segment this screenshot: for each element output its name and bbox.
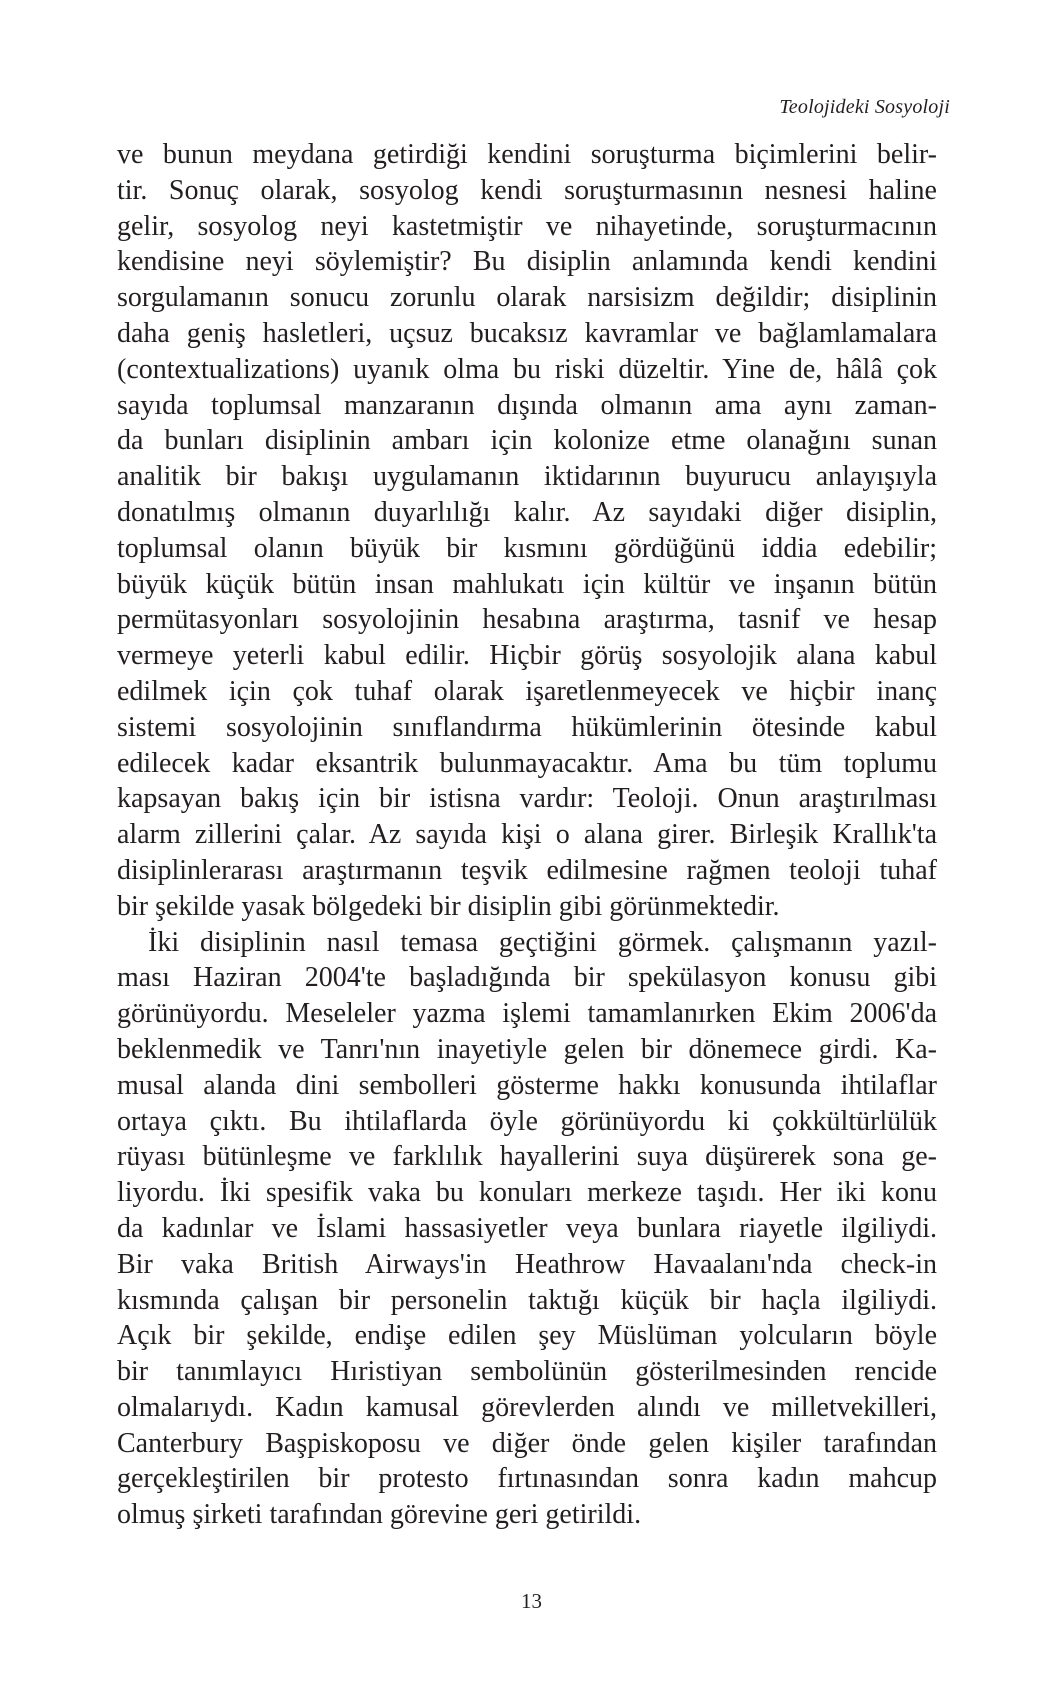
text-line: edilecek kadar eksantrik bulunmayacaktır. Ama bu tüm toplumu <box>117 747 937 779</box>
paragraph <box>117 925 937 1534</box>
text-line: kısmında çalışan bir personelin taktığı küçük bir haçla ilgiliydi. <box>117 1284 937 1316</box>
text-line: gelir, sosyolog neyi kastetmiştir ve nihayetinde, soruşturmacının <box>117 210 937 242</box>
text-line: toplumsal olanın büyük bir kısmını gördüğünü iddia edebilir; <box>117 532 937 564</box>
text-line: musal alanda dini sembolleri gösterme hakkı konusunda ihtilaflar <box>117 1069 937 1101</box>
text-line: İki disiplinin nasıl temasa geçtiğini görmek. çalışmanın yazıl- <box>148 926 937 958</box>
text-line: bir şekilde yasak bölgedeki bir disiplin gibi görünmektedir. <box>117 890 780 922</box>
text-line: da bunları disiplinin ambarı için kolonize etme olanağını sunan <box>117 425 937 457</box>
text-line: gerçekleştirilen bir protesto fırtınasından sonra kadın mahcup <box>117 1463 937 1495</box>
text-line: permütasyonları sosyolojinin hesabına araştırma, tasnif ve hesap <box>117 604 937 636</box>
paragraph <box>117 137 937 925</box>
text-line: liyordu. İki spesifik vaka bu konuları merkeze taşıdı. Her iki konu <box>117 1177 937 1209</box>
text-line: Canterbury Başpiskoposu ve diğer önde gelen kişiler tarafından <box>117 1427 937 1459</box>
text-line: sistemi sosyolojinin sınıflandırma hükümlerinin ötesinde kabul <box>117 711 937 743</box>
text-line: Açık bir şekilde, endişe edilen şey Müslüman yolcuların böyle <box>117 1320 937 1352</box>
text-line: beklenmedik ve Tanrı'nın inayetiyle gelen bir dönemece girdi. Ka- <box>117 1033 937 1065</box>
text-line: edilmek için çok tuhaf olarak işaretlenmeyecek ve hiçbir inanç <box>117 675 937 707</box>
page-number: 13 <box>521 1589 542 1613</box>
text-line: disiplinlerarası araştırmanın teşvik edilmesine rağmen teoloji tuhaf <box>117 854 937 886</box>
text-line: analitik bir bakışı uygulamanın iktidarının buyurucu anlayışıyla <box>117 461 937 493</box>
text-line: (contextualizations) uyanık olma bu riski düzeltir. Yine de, hâlâ çok <box>117 353 937 385</box>
text-line: görünüyordu. Meseleler yazma işlemi tamamlanırken Ekim 2006'da <box>117 998 937 1030</box>
text-line: olmalarıydı. Kadın kamusal görevlerden alındı ve milletvekilleri, <box>117 1391 937 1423</box>
text-line: olmuş şirketi tarafından görevine geri getirildi. <box>117 1499 642 1531</box>
text-line: ması Haziran 2004'te başladığında bir spekülasyon konusu gibi <box>117 962 937 994</box>
text-line: vermeye yeterli kabul edilir. Hiçbir görüş sosyolojik alana kabul <box>117 640 937 672</box>
text-line: Bir vaka British Airways'in Heathrow Havaalanı'nda check-in <box>117 1248 937 1280</box>
text-line: ortaya çıktı. Bu ihtilaflarda öyle görünüyordu ki çokkültürlülük <box>117 1105 937 1137</box>
text-line: büyük küçük bütün insan mahlukatı için kültür ve inşanın bütün <box>117 568 937 600</box>
text-line: sayıda toplumsal manzaranın dışında olmanın ama aynı zaman- <box>117 389 937 421</box>
text-line: ve bunun meydana getirdiği kendini soruşturma biçimlerini belir- <box>117 139 937 170</box>
text-line: rüyası bütünleşme ve farklılık hayallerini suya düşürerek sona ge- <box>117 1141 937 1173</box>
text-line: da kadınlar ve İslami hassasiyetler veya bunlara riayetle ilgiliydi. <box>117 1212 937 1244</box>
text-line: daha geniş hasletleri, uçsuz bucaksız kavramlar ve bağlamlamalara <box>117 317 937 349</box>
text-line: sorgulamanın sonucu zorunlu olarak narsisizm değildir; disiplinin <box>117 282 937 314</box>
text-line: kendisine neyi söylemiştir? Bu disiplin anlamında kendi kendini <box>117 246 937 278</box>
running-header: Teolojideki Sosyoloji <box>779 96 950 118</box>
text-line: alarm zillerini çalar. Az sayıda kişi o alana girer. Birleşik Krallık'ta <box>117 819 937 851</box>
text-line: donatılmış olmanın duyarlılığı kalır. Az sayıdaki diğer disiplin, <box>117 496 937 528</box>
text-line: bir tanımlayıcı Hıristiyan sembolünün gösterilmesinden rencide <box>117 1356 937 1388</box>
body-text <box>117 137 937 1533</box>
text-line: kapsayan bakış için bir istisna vardır: Teoloji. Onun araştırılması <box>117 783 937 815</box>
text-line: tir. Sonuç olarak, sosyolog kendi soruşturmasının nesnesi haline <box>117 174 937 206</box>
